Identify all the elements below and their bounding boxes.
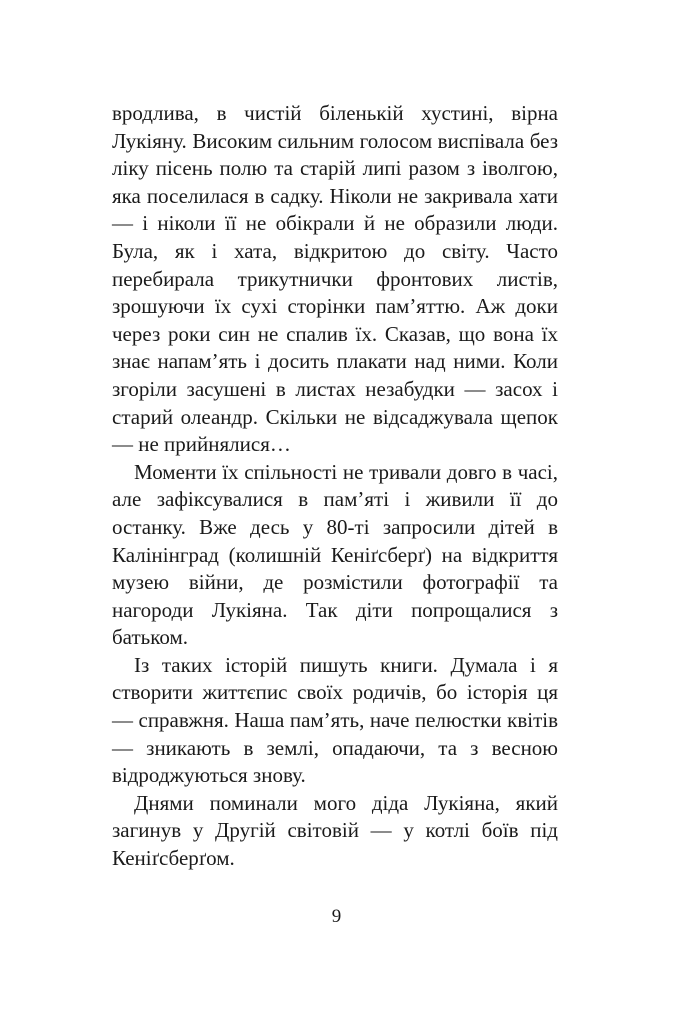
paragraph: Моменти їх спільності не тривали довго в часі, але зафіксувалися в пам’яті і живили її до останку. Вже десь у 80-ті запросили дітей в Калінінград (колишній Кеніґсберґ) на відкриття музею війни, де розмістили фотографії та нагороди Лукіяна. Так діти попрощалися з батьком.: [112, 459, 558, 650]
body-text: [112, 100, 558, 873]
paragraph: Із таких історій пишуть книги. Думала і я створити життєпис своїх родичів, бо історія ця — справжня. Наша пам’ять, наче пелюстки квітів — зникають в землі, опадаючи, та з весною відроджуються знову.: [112, 652, 558, 788]
paragraph-continuation: вродлива, в чистій біленькій хустині, вірна Лукіяну. Високим сильним голосом виспівала без ліку пісень полю та старій липі разом з іволгою, яка поселилася в садку. Ніколи не закривала хати — і ніколи її не обікрали й не образили люди. Була, як і хата, відкритою до світу. Часто перебирала трикутнички фронтових листів, зрошуючи їх сухі сторінки пам’яттю. Аж доки через роки син не спалив їх. Сказав, що вона їх знає напам’ять і досить плакати над ними. Коли згоріли засушені в листах незабудки — засох і старий олеандр. Скільки не відсаджувала щепок — не прийнялися…: [112, 101, 558, 457]
paragraph: Днями поминали мого діда Лукіяна, який загинув у Другій світовій — у котлі боїв під Кеніґсберґом.: [112, 790, 558, 871]
page-number: 9: [331, 906, 342, 927]
